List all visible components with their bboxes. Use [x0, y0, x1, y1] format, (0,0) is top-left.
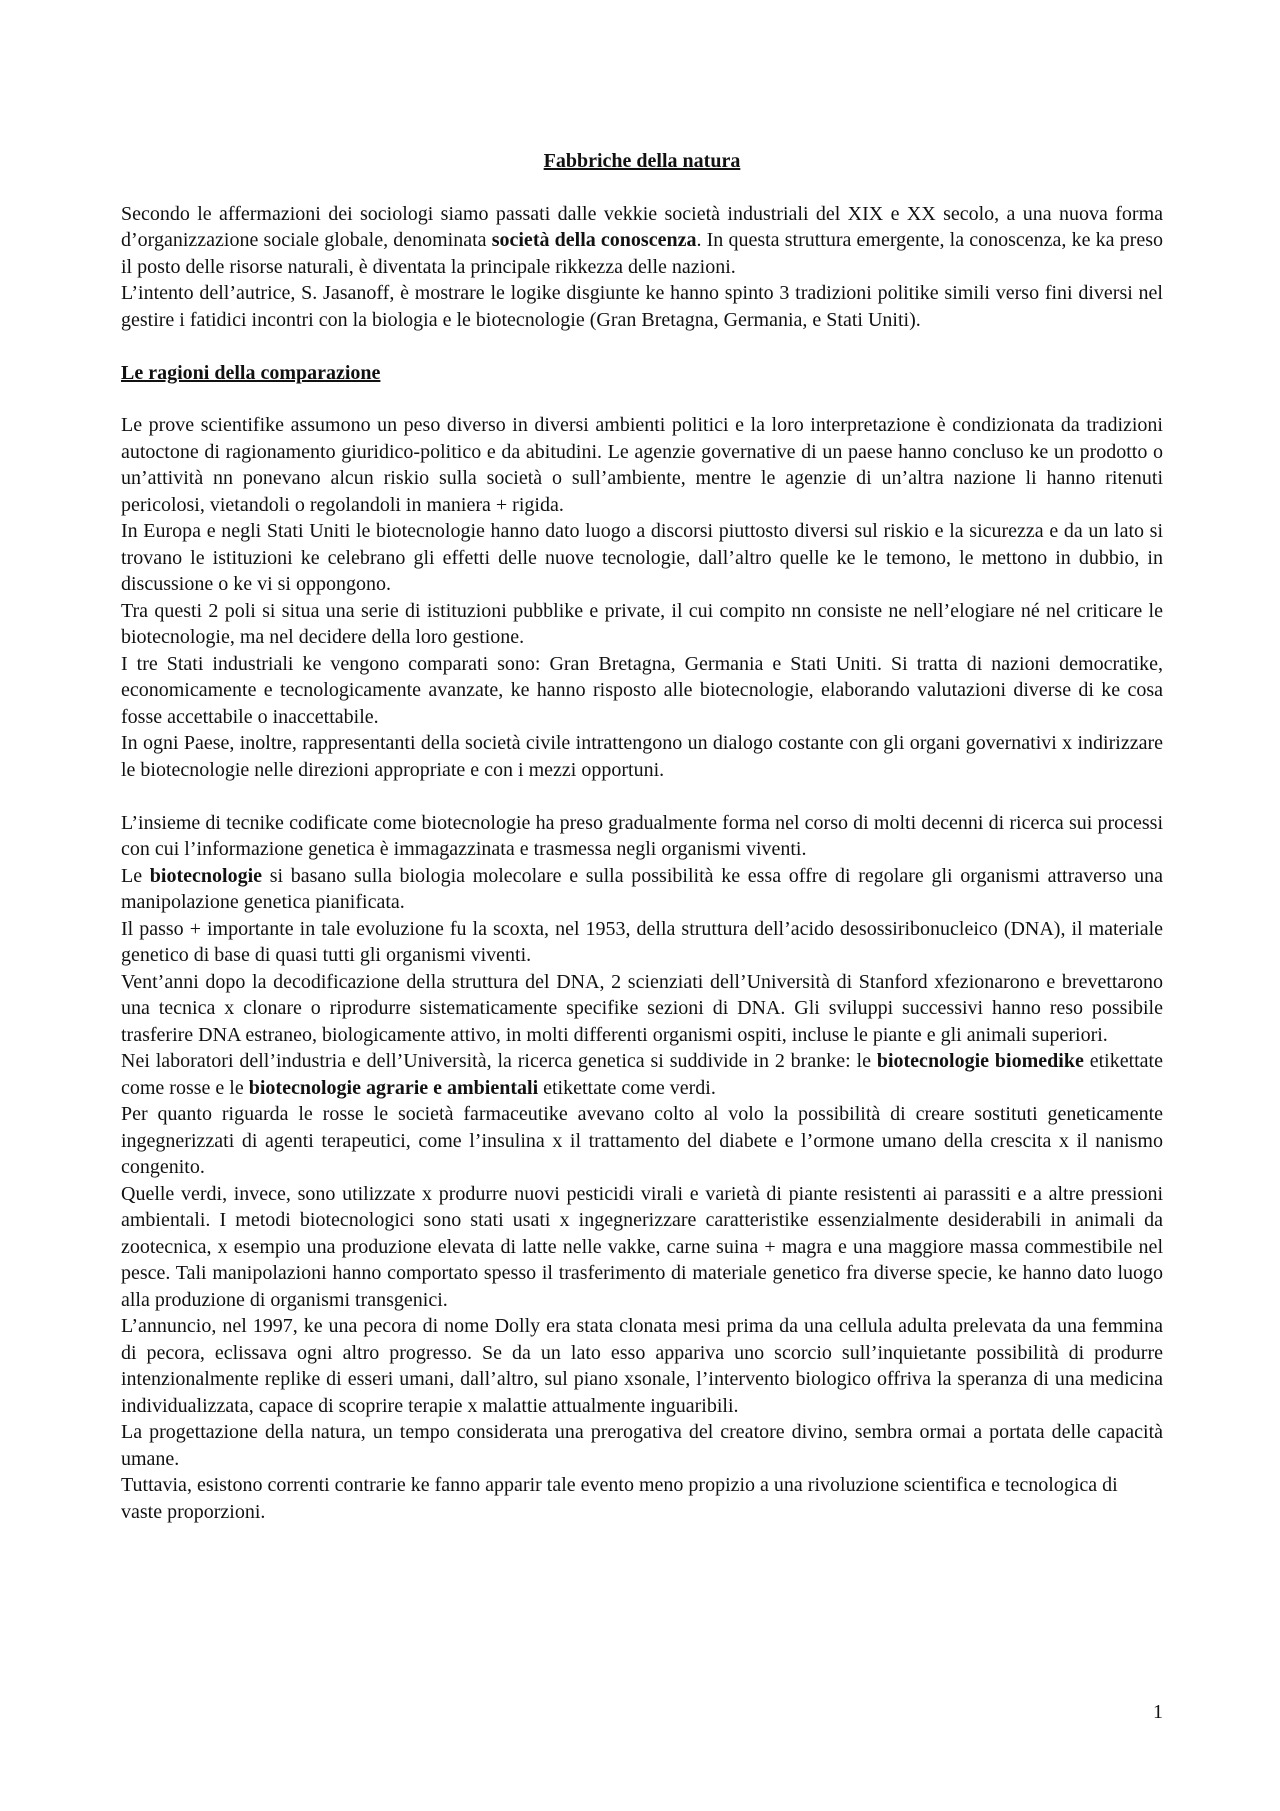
bold-term: biotecnologie [149, 864, 263, 887]
paragraph [121, 810, 1163, 863]
text-run: In Europa e negli Stati Uniti le biotecnologie hanno dato luogo a discorsi piuttosto diversi sul riskio e la sicurezza e da un lato si trovano le istituzioni ke celebrano gli effetti delle nuove tecnologie, dall’altro quelle ke le temono, le mettono in dubbio, in discussione o ke vi si oppongono. [121, 520, 1163, 595]
text-run: Il passo + importante in tale evoluzione fu la scoxta, nel 1953, della struttura dell’acido desossiribonucleico (DNA), il materiale genetico di base di quasi tutti gli organismi viventi. [121, 917, 1163, 966]
paragraph [121, 863, 1163, 916]
page-number: 1 [1153, 1701, 1163, 1723]
comparison-section [121, 412, 1163, 783]
section-title: Le ragioni della comparazione [121, 361, 381, 384]
text-run: . In questa struttura emergente, la conoscenza, ke ka preso il posto delle risorse naturali, è diventata la principale rikkezza delle nazioni. [121, 229, 1164, 278]
paragraph [121, 280, 1163, 333]
text-run: L’insieme di tecnike codificate come biotecnologie ha preso gradualmente forma nel corso di molti decenni di ricerca sui processi con cui l’informazione genetica è immagazzinata e trasmessa negli organismi viventi. [121, 811, 1163, 860]
text-run: I tre Stati industriali ke vengono comparati sono: Gran Bretagna, Germania e Stati Uniti. Si tratta di nazioni democratike, economicamente e tecnologicamente avanzate, ke hanno risposto alle biotecnologie, elaborando valutazioni diverse di ke cosa fosse accettabile o inaccettabile. [121, 652, 1163, 728]
paragraph [121, 1101, 1163, 1181]
text-run: L’annuncio, nel 1997, ke una pecora di nome Dolly era stata clonata mesi prima da una cellula adulta prelevata da una femmina di pecora, eclissava ogni altro progresso. Se da un lato esso appariva uno scorcio sull’inquietante possibilità di produrre intenzionalmente replike di esseri umani, dall’altro, sul piano xsonale, l’intervento biologico offriva la speranza di una medicina individualizzata, capace di scoprire terapie x malattie attualmente inguaribili. [121, 1315, 1163, 1417]
paragraph [121, 969, 1163, 1049]
biotech-section [121, 810, 1163, 1526]
text-run: La progettazione della natura, un tempo considerata una prerogativa del creatore divino, sembra ormai a portata delle capacità umane. [121, 1421, 1163, 1470]
document-title: Fabbriche della natura [543, 150, 741, 172]
bold-term: società della conoscenza [491, 229, 697, 251]
bold-term: biotecnologie biomedike [876, 1050, 1084, 1072]
paragraph [121, 916, 1163, 969]
intro-section [121, 201, 1163, 334]
text-run: Nei laboratori dell’industria e dell’Università, la ricerca genetica si suddivide in 2 branke: le [121, 1050, 877, 1072]
paragraph [121, 1048, 1163, 1101]
text-run: Quelle verdi, invece, sono utilizzate x produrre nuovi pesticidi virali e varietà di piante resistenti ai parassiti e a altre pressioni ambientali. I metodi biotecnologici sono stati usati x ingegnerizzare caratteristike essenzialmente desiderabili in animali da zootecnica, x esempio una produzione elevata di latte nelle vakke, carne suina + magra e una maggiore massa commestibile nel pesce. Tali manipolazioni hanno comportato spesso il trasferimento di materiale genetico fra diverse specie, ke hanno dato luogo alla produzione di organismi transgenici. [121, 1182, 1163, 1311]
paragraph [121, 598, 1163, 651]
paragraph [121, 518, 1163, 598]
spacer [121, 333, 1163, 360]
text-run: Tra questi 2 poli si situa una serie di istituzioni pubblike e private, il cui compito nn consiste ne nell’elogiare né nel criticare le biotecnologie, ma nel decidere della loro gestione. [121, 599, 1163, 648]
text-run: si basano sulla biologia molecolare e sulla possibilità ke essa offre di regolare gli organismi attraverso una manipolazione genetica pianificata. [121, 864, 1164, 913]
text-run: In ogni Paese, inoltre, rappresentanti della società civile intrattengono un dialogo costante con gli organi governativi x indirizzare le biotecnologie nelle direzioni appropriate e con i mezzi opportuni. [121, 732, 1163, 781]
text-run: Secondo le affermazioni dei sociologi siamo passati dalle vekkie società industriali del XIX e XX secolo, a una nuova forma d’organizzazione sociale globale, denominata [121, 202, 1163, 251]
paragraph [121, 201, 1163, 281]
paragraph [121, 1313, 1163, 1419]
spacer [121, 783, 1163, 810]
paragraph [121, 730, 1163, 783]
paragraph [121, 651, 1163, 731]
text-run: L’intento dell’autrice, S. Jasanoff, è mostrare le logike disgiunte ke hanno spinto 3 tradizioni politike simili verso fini diversi nel gestire i fatidici incontri con la biologia e le biotecnologie (Gran Bretagna, Germania, e Stati Uniti). [121, 282, 1163, 331]
text-run: Tuttavia, esistono correnti contrarie ke fanno apparir tale evento meno propizio a una rivoluzione scientifica e tecnologica di vaste proporzioni. [121, 1474, 1118, 1523]
paragraph [121, 412, 1163, 518]
paragraph [121, 1181, 1163, 1314]
text-run: etikettate come verdi. [538, 1076, 716, 1099]
document-page [121, 148, 1163, 1525]
text-run: Per quanto riguarda le rosse le società farmaceutike avevano colto al volo la possibilità di creare sostituti geneticamente ingegnerizzati di agenti terapeutici, come l’insulina x il trattamento del diabete e l’ormone umano della crescita x il nanismo congenito. [121, 1103, 1163, 1178]
text-run: Vent’anni dopo la decodificazione della struttura del DNA, 2 scienziati dell’Università di Stanford xfezionarono e brevettarono una tecnica x clonare o riprodurre sistematicamente specifike sezioni di DNA. Gli sviluppi successivi hanno reso possibile trasferire DNA estraneo, biologicamente attivo, in molti differenti organismi ospiti, incluse le piante e gli animali superiori. [121, 970, 1163, 1046]
paragraph [121, 1472, 1163, 1525]
paragraph [121, 1419, 1163, 1472]
bold-term: biotecnologie agrarie e ambientali [248, 1076, 539, 1099]
text-run: Le [121, 864, 150, 887]
text-run: Le prove scientifike assumono un peso diverso in diversi ambienti politici e la loro interpretazione è condizionata da tradizioni autoctone di ragionamento giuridico-politico e da abitudini. Le agenzie governative di un paese hanno concluso ke un prodotto o un’attività nn ponevano alcun riskio sulla società o sull’ambiente, mentre le agenzie di un’altra nazione li hanno ritenuti pericolosi, vietandoli o regolandoli in maniera + rigida. [121, 414, 1163, 516]
text-run: etikettate come rosse e le [121, 1050, 1163, 1099]
